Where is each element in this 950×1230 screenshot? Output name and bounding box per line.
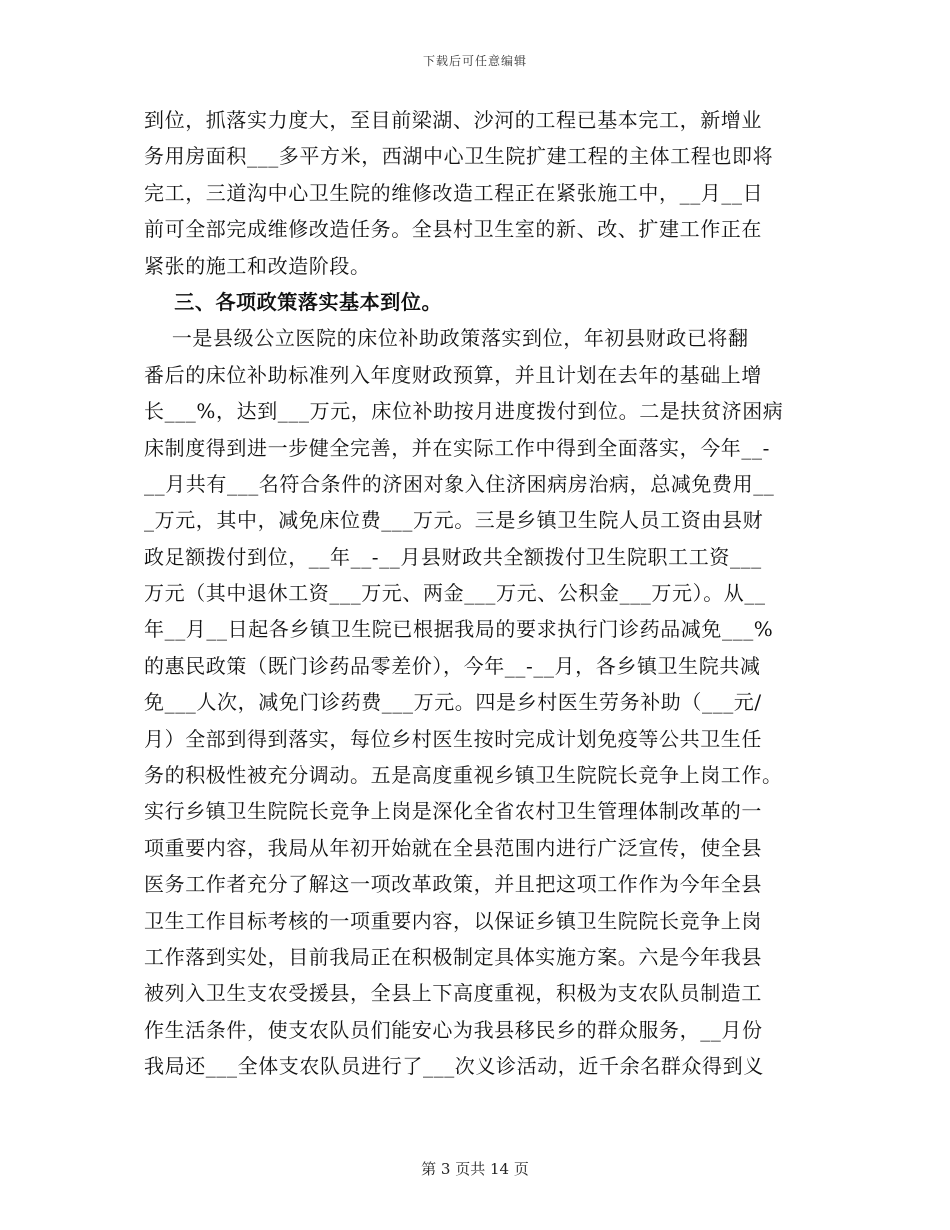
text-line: 项重要内容，我局从年初开始就在全县范围内进行广泛宣传，使全县 — [144, 835, 762, 860]
text-line: 实行乡镇卫生院院长竞争上岗是深化全省农村卫生管理体制改革的一 — [144, 799, 762, 824]
text-line: 的惠民政策（既门诊药品零差价），今年__-__月，各乡镇卫生院共减 — [144, 653, 761, 678]
text-line: 紧张的施工和改造阶段。 — [144, 253, 371, 278]
text-line: 务的积极性被充分调动。五是高度重视乡镇卫生院院长竞争上岗工作。 — [144, 763, 783, 788]
text-line: 作生活条件，使支农队员们能安心为我县移民乡的群众服务，__月份 — [144, 1017, 763, 1042]
text-line: 长___%，达到___万元，床位补助按月进度拨付到位。二是扶贫济困病 — [144, 399, 784, 424]
document-body — [144, 102, 804, 1085]
text-line: 务用房面积___多平方米，西湖中心卫生院扩建工程的主体工程也即将 — [144, 144, 774, 169]
text-line: 万元（其中退休工资___万元、两金___万元、公积金___万元）。从__ — [144, 581, 766, 606]
text-line: 月）全部到得到落实，每位乡村医生按时完成计划免疫等公共卫生任 — [144, 726, 762, 751]
text-line: 被列入卫生支农受援县，全县上下高度重视，积极为支农队员制造工 — [144, 981, 762, 1006]
text-line: __月共有___名符合条件的济困对象入住济困病房治病，总减免费用__ — [144, 471, 775, 496]
text-line: 完工，三道沟中心卫生院的维修改造工程正在紧张施工中，__月__日 — [144, 180, 764, 205]
page-header: 下载后可任意编辑 — [422, 54, 527, 68]
text-line: 到位，抓落实力度大，至目前梁湖、沙河的工程已基本完工，新增业 — [144, 108, 762, 132]
text-line: _万元，其中，减免床位费___万元。三是乡镇卫生院人员工资由县财 — [144, 508, 764, 533]
text-line: 工作落到实处，目前我局正在积极制定具体实施方案。六是今年我县 — [144, 944, 762, 969]
text-line: 政足额拨付到位，__年__-__月县财政共全额拨付卫生院职工工资___ — [144, 544, 762, 569]
text-line: 番后的床位补助标准列入年度财政预算，并且计划在去年的基础上增 — [144, 362, 762, 387]
text-line: 床制度得到进一步健全完善，并在实际工作中得到全面落实，今年__- — [144, 435, 770, 460]
text-line: 卫生工作目标考核的一项重要内容，以保证乡镇卫生院院长竞争上岗 — [144, 908, 762, 933]
page-number: 第 3 页共 14 页 — [421, 1160, 529, 1178]
text-line: 一是县级公立医院的床位补助政策落实到位，年初县财政已将翻 — [144, 326, 749, 351]
text-line: 我局还___全体支农队员进行了___次义诊活动，近千余名群众得到义 — [144, 1054, 764, 1079]
text-line: 年__月__日起各乡镇卫生院已根据我局的要求执行门诊药品减免___% — [144, 617, 774, 642]
section-heading: 三、各项政策落实基本到位。 — [144, 289, 443, 314]
text-line: 前可全部完成维修改造任务。全县村卫生室的新、改、扩建工作正在 — [144, 217, 762, 242]
text-line: 医务工作者充分了解这一项改革政策，并且把这项工作作为今年全县 — [144, 872, 762, 897]
text-line: 免___人次，减免门诊药费___万元。四是乡村医生劳务补助（___元/ — [144, 690, 762, 715]
